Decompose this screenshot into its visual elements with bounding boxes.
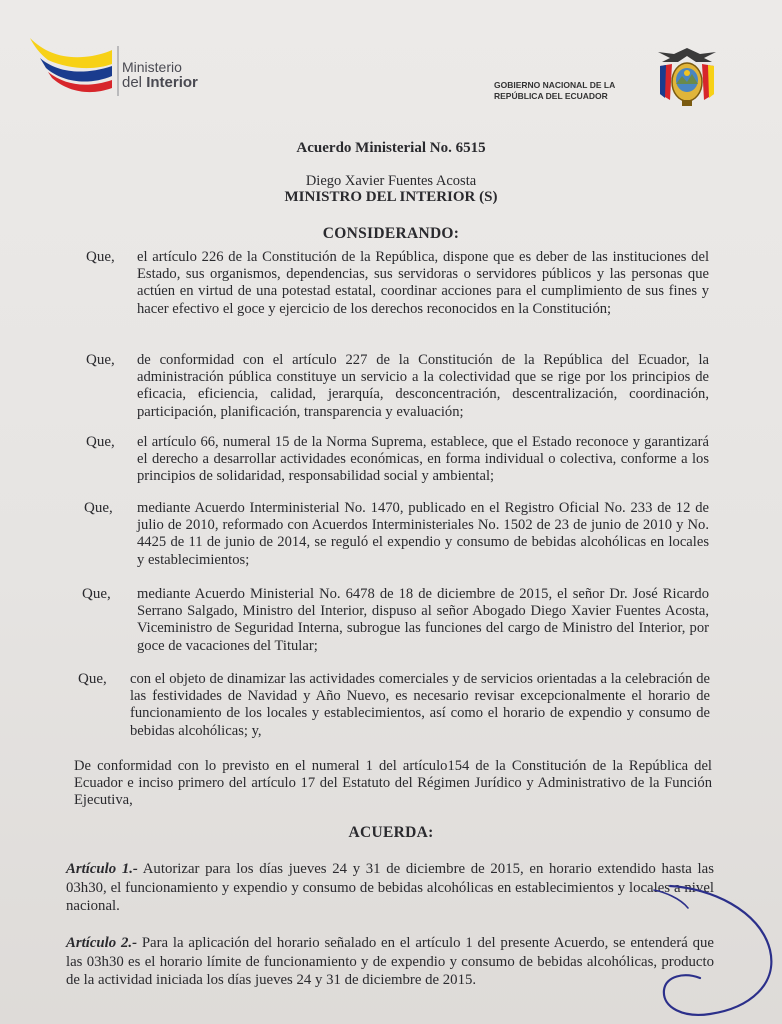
clause-text: el artículo 66, numeral 15 de la Norma Suprema, establece, que el Estado reconoce y garantizará el derecho a desarrollar actividades económicas, en forma individual o colectiva, conforme a los principios de solidaridad, responsabilidad social y ambiental; [137, 434, 709, 485]
considerando-heading: CONSIDERANDO: [322, 225, 460, 242]
clause-text: el artículo 226 de la Constitución de la República, dispone que es deber de las instituciones del Estado, sus organismos, dependencias, sus servidoras o servidores públicos y las personas que actúen en virtud de una potestad estatal, coordinar acciones para el cumplimiento de sus fines y hacer efectivo el goce y ejercicio de los derechos reconocidos en la Constitución; [137, 249, 709, 317]
gov-line-1: GOBIERNO NACIONAL DE LA [494, 80, 616, 90]
conformidad-paragraph: De conformidad con lo previsto en el numeral 1 del artículo154 de la Constitución de la República del Ecuador e inciso primero del artículo 17 del Estatuto del Régimen Jurídico y Administrativo de la Función Ejecutiva, [74, 758, 712, 809]
minister-name: Diego Xavier Fuentes Acosta [305, 173, 477, 189]
logo-line-2 [122, 75, 198, 91]
clause-label: Que, [84, 500, 113, 516]
acuerda-heading: ACUERDA: [348, 824, 434, 841]
clause-text: de conformidad con el artículo 227 de la Constitución de la República del Ecuador, la administración pública constituye un servicio a la colectividad que se rige por los principios de eficacia, eficiencia, calidad, jerarquía, desconcentración, descentralización, coordinación, participación, planificación, transparencia y evaluación; [137, 352, 709, 420]
minister-title: MINISTRO DEL INTERIOR (S) [284, 189, 498, 205]
ecuador-coat-of-arms-icon [652, 44, 722, 110]
article-label: Artículo 2.- [66, 935, 137, 951]
clause-label: Que, [86, 352, 115, 368]
clause-label: Que, [78, 671, 107, 687]
article-text: Para la aplicación del horario señalado en el artículo 1 del presente Acuerdo, se entenderá que las 03h30 es el horario límite de funcionamiento y de expendio y consumo de bebidas alcohólicas, producto de la actividad iniciada los días jueves 24 y 31 de diciembre de 2015. [66, 935, 714, 989]
logo-line-1: Ministerio [122, 59, 182, 75]
logo-line-2-bold: Interior [146, 73, 198, 91]
gov-line-2: REPÚBLICA DEL ECUADOR [494, 91, 608, 102]
logo-line-2-prefix: del [122, 73, 147, 91]
article-label: Artículo 1.- [66, 861, 138, 877]
clause-text: con el objeto de dinamizar las actividades comerciales y de servicios orientadas a la celebración de las festividades de Navidad y Año Nuevo, es necesario revisar excepcionalmente el horario de funcionamiento de los locales y establecimientos, así como el horario de expendio y consumo de bebidas alcohólicas; y, [130, 671, 710, 739]
clause-label: Que, [86, 434, 115, 450]
clause-text: mediante Acuerdo Ministerial No. 6478 de 18 de diciembre de 2015, el señor Dr. José Ricardo Serrano Salgado, Ministro del Interior, dispuso al señor Abogado Diego Xavier Fuentes Acosta, Viceministro de Seguridad Interna, subrogue las funciones del cargo de Ministro del Interior, por goce de vacaciones del Titular; [137, 586, 709, 654]
clause-label: Que, [86, 249, 115, 265]
article-1 [66, 860, 714, 916]
clause-text: mediante Acuerdo Interministerial No. 1470, publicado en el Registro Oficial No. 233 de 12 de julio de 2010, reformado con Acuerdos Interministeriales No. 1502 de 23 de junio de 2010 y No. 4425 de 11 de junio de 2014, se reguló el expendio y consumo de bebidas alcohólicas en locales y establecimientos; [137, 500, 709, 568]
logo-wordmark [122, 60, 198, 90]
article-2 [66, 934, 714, 990]
clause-label: Que, [82, 586, 111, 602]
signature-mark [640, 880, 782, 1024]
article-text: Autorizar para los días jueves 24 y 31 de diciembre de 2015, en horario extendido hasta las 03h30, el funcionamiento y expendio y consumo de bebidas alcohólicas en establecimientos y locales a nivel nacional. [66, 861, 714, 915]
government-label [494, 80, 615, 103]
acuerdo-title: Acuerdo Ministerial No. 6515 [296, 140, 486, 156]
